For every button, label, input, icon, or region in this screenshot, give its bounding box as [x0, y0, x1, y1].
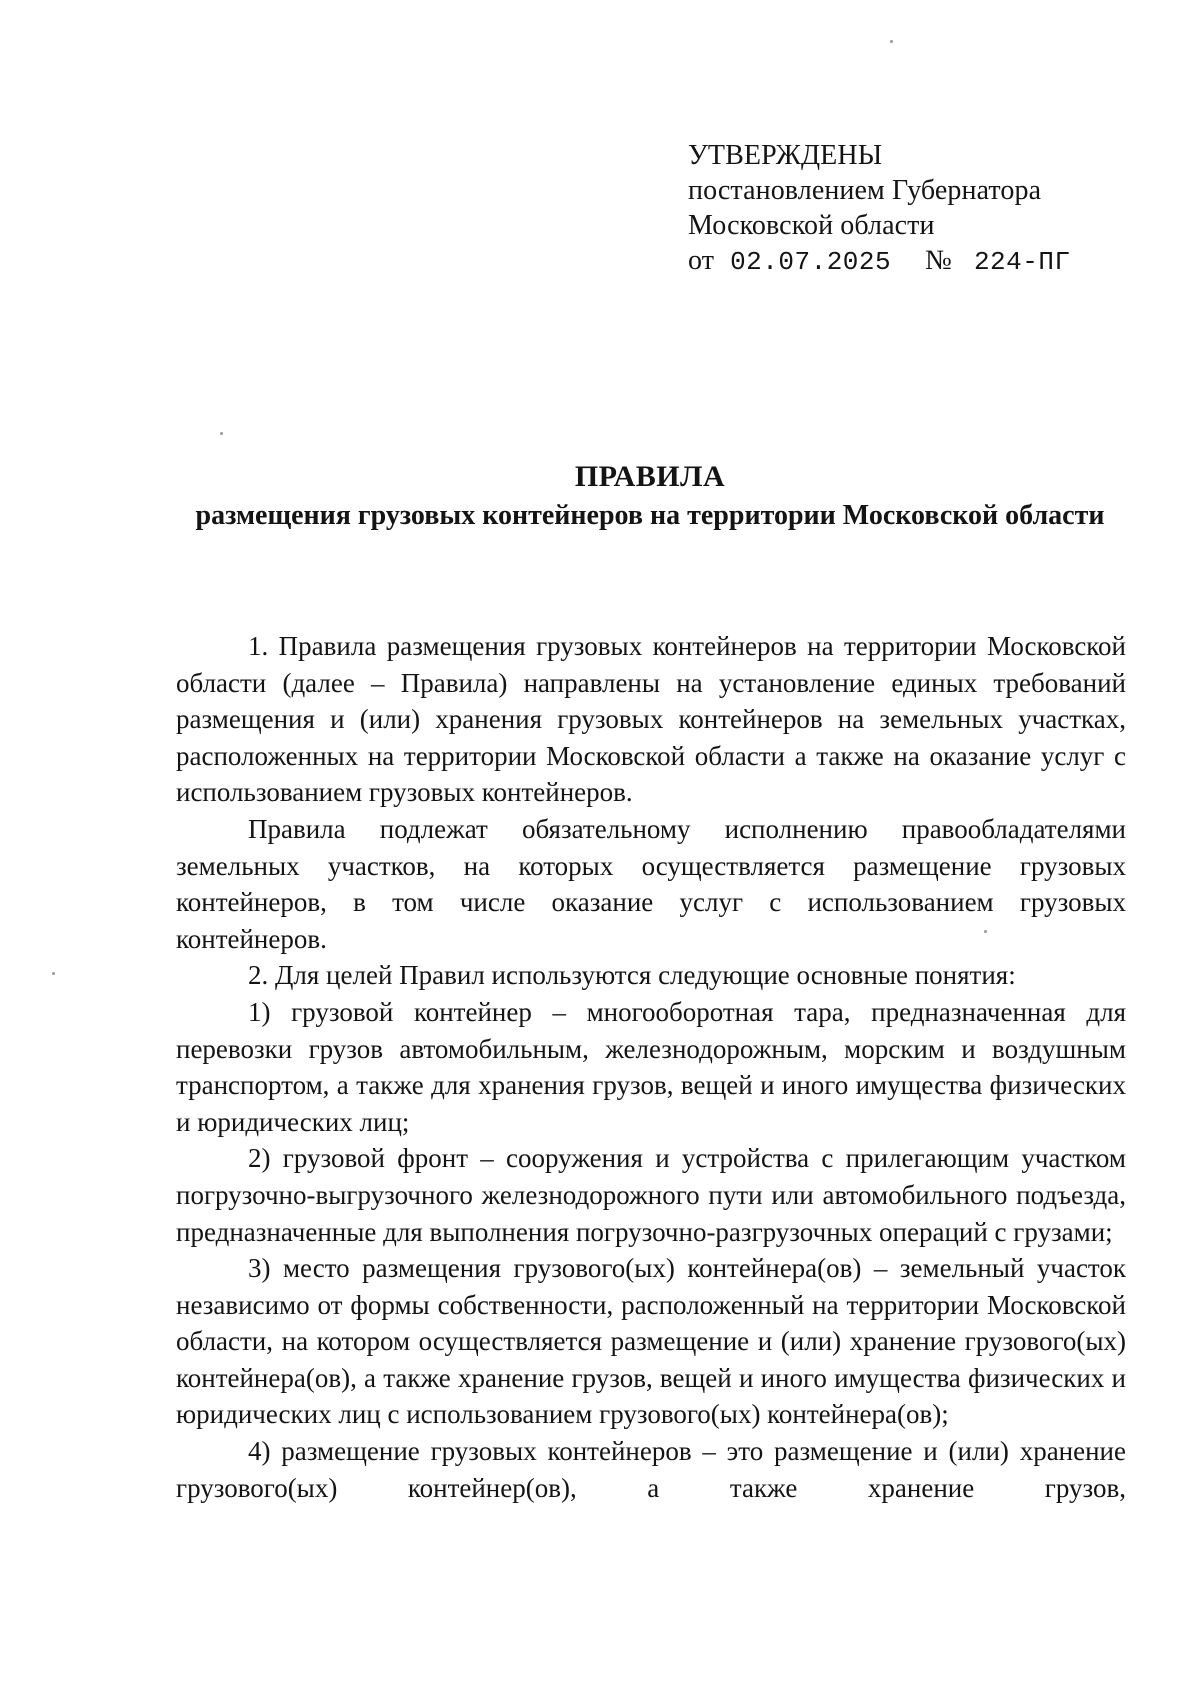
approval-date-line	[688, 243, 1071, 280]
approval-heading: УТВЕРЖДЕНЫ	[688, 140, 883, 171]
number-sign: №	[925, 245, 952, 276]
paragraph-2: Правила подлежат обязательному исполнению правообладателями земельных участков, на которых осуществляется размещение грузовых контейнеров, в том числе оказание услуг с использованием грузовых контейнеров.	[176, 813, 1126, 954]
document-body	[176, 628, 1126, 1506]
approval-stamp	[688, 138, 1071, 280]
document-title	[150, 458, 1150, 534]
date-prefix: от	[688, 245, 715, 276]
definition-3: 3) место размещения грузового(ых) контейнера(ов) – земельный участок независимо от формы собственности, расположенный на территории Московской области, на котором осуществляется размещение и (или) хранение грузового(ых) контейнера(ов), а также хранение грузов, вещей и иного имущества физических и юридических лиц с использованием грузового(ых) контейнера(ов);	[176, 1253, 1126, 1430]
paragraph-3: 2. Для целей Правил используются следующие основные понятия:	[248, 960, 1016, 991]
approval-region-line: Московской области	[688, 210, 935, 241]
definition-1: 1) грузовой контейнер – многооборотная тара, предназначенная для перевозки грузов автомобильным, железнодорожным, морским и воздушным транспортом, а также для хранения грузов, вещей и иного имущества физических и юридических лиц;	[176, 996, 1126, 1137]
definition-2: 2) грузовой фронт – сооружения и устройства с прилегающим участком погрузочно-выгрузочного железнодорожного пути или автомобильного подъезда, предназначенные для выполнения погрузочно-разгрузочных операций с грузами;	[176, 1143, 1126, 1247]
approval-decree-line: постановлением Губернатора	[688, 175, 1042, 206]
title-subtitle: размещения грузовых контейнеров на территории Московской области	[195, 500, 1105, 531]
decree-date: 02.07.2025	[730, 247, 892, 277]
definition-4: 4) размещение грузовых контейнеров – это размещение и (или) хранение грузового(ых) контейнер(ов), а также хранение грузов,	[176, 1436, 1126, 1503]
decree-number: 224-ПГ	[973, 247, 1071, 277]
paragraph-1: 1. Правила размещения грузовых контейнеров на территории Московской области (далее – Правила) направлены на установление единых требований размещения и (или) хранения грузовых контейнеров на земельных участках, расположенных на территории Московской области а также на оказание услуг с использованием грузовых контейнеров.	[176, 631, 1126, 808]
title-main: ПРАВИЛА	[574, 460, 726, 493]
